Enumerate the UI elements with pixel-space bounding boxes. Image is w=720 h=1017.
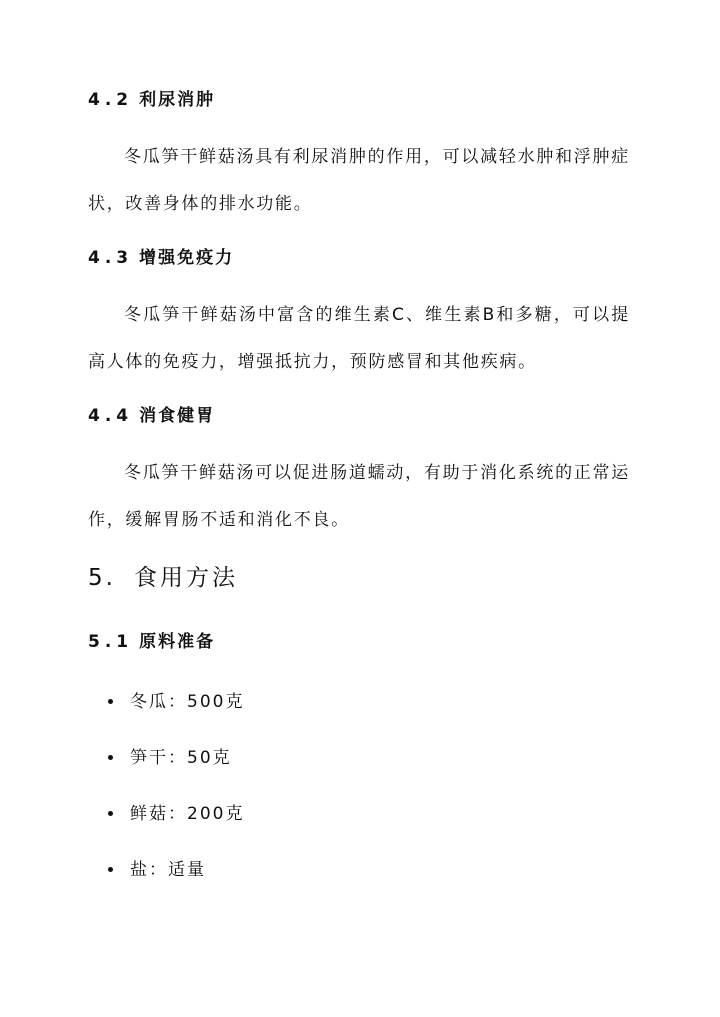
section-number: 4.3 [88, 248, 134, 268]
list-item-text: 盐：适量 [130, 860, 206, 880]
section-paragraph-4-4: 冬瓜笋干鲜菇汤可以促进肠道蠕动，有助于消化系统的正常运作，缓解胃肠不适和消化不良。 [88, 463, 630, 530]
list-item-text: 鲜菇：200克 [130, 804, 245, 824]
bullet-icon [108, 811, 113, 816]
section-title: 增强免疫力 [139, 248, 235, 268]
section-heading-4-2 [88, 88, 215, 112]
list-item [108, 802, 244, 826]
list-item [108, 690, 244, 714]
chapter-title: 食用方法 [133, 565, 238, 591]
section-number: 4.2 [88, 90, 134, 110]
list-item-text: 冬瓜：500克 [130, 692, 245, 712]
section-number: 5.1 [88, 632, 134, 652]
bullet-icon [108, 755, 113, 760]
section-paragraph-4-2: 冬瓜笋干鲜菇汤具有利尿消肿的作用，可以减轻水肿和浮肿症状，改善身体的排水功能。 [88, 147, 630, 214]
bullet-icon [108, 867, 113, 872]
bullet-icon [108, 699, 113, 704]
section-title: 原料准备 [139, 632, 216, 652]
list-item [108, 746, 232, 770]
section-heading-5-1 [88, 630, 215, 654]
section-heading-4-3 [88, 246, 234, 270]
section-title: 利尿消肿 [139, 90, 216, 110]
section-paragraph-4-3: 冬瓜笋干鲜菇汤中富含的维生素C、维生素B和多糖，可以提高人体的免疫力，增强抵抗力，预防感冒和其他疾病。 [88, 305, 630, 372]
chapter-number: 5. [88, 565, 116, 591]
section-number: 4.4 [88, 406, 134, 426]
list-item-text: 笋干：50克 [130, 748, 232, 768]
chapter-heading-5 [88, 563, 238, 593]
section-title: 消食健胃 [139, 406, 216, 426]
list-item [108, 858, 206, 882]
section-heading-4-4 [88, 404, 215, 428]
